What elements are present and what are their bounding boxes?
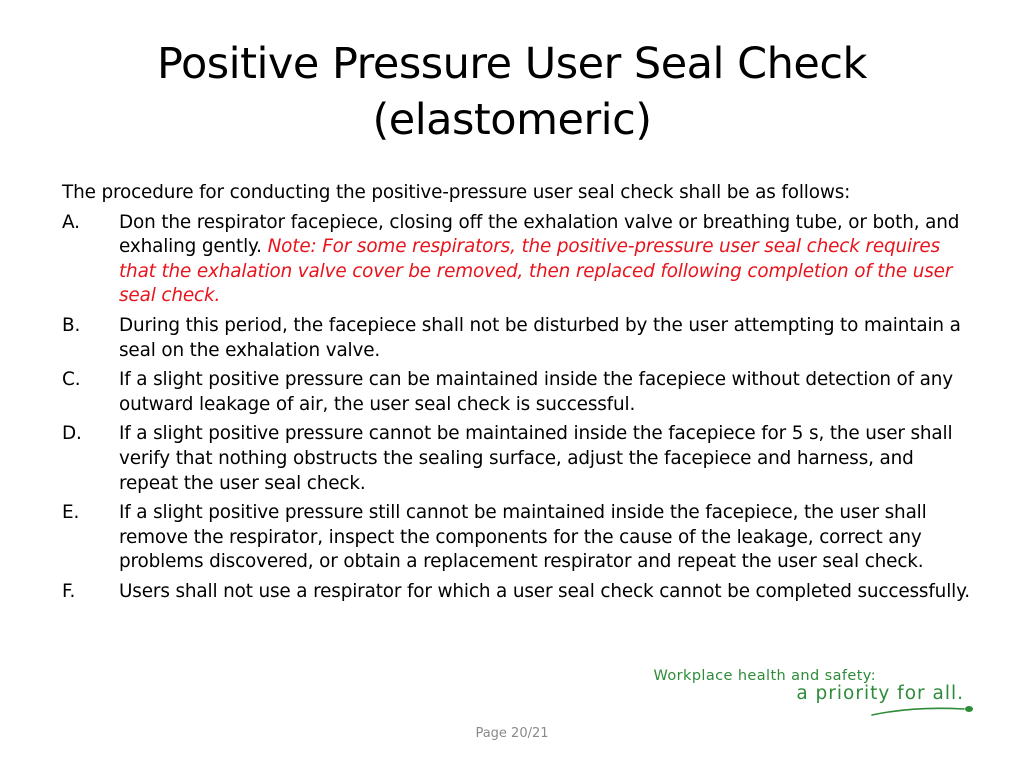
list-item-text: Users shall not use a respirator for which a user seal check cannot be completed successfully. <box>119 580 970 602</box>
slide-title-line-1: Positive Pressure User Seal Check <box>157 39 867 89</box>
swoosh-icon <box>870 700 978 718</box>
workplace-safety-logo <box>580 666 980 722</box>
list-item-letter: B. <box>62 314 81 336</box>
list-item-letter: A. <box>62 211 80 233</box>
list-item-letter: F. <box>62 580 76 602</box>
list-item-d <box>62 422 972 496</box>
list-item-f <box>62 580 972 605</box>
list-item-text: During this period, the facepiece shall not be disturbed by the user attempting to maintain a seal on the exhalation valve. <box>119 314 961 361</box>
note-text: Note: For some respirators, the positive-pressure user seal check requires that the exhalation valve cover be removed, then replaced following completion of the user seal check. <box>119 236 953 307</box>
slide-title-line-2: (elastomeric) <box>372 95 652 145</box>
logo-line-2: a priority for all. <box>796 683 964 704</box>
list-item-a <box>62 211 972 309</box>
list-item-e <box>62 501 972 575</box>
list-item-main-text: Don the respirator facepiece, closing off the exhalation valve or breathing tube, or both, and exhaling gently. <box>119 211 960 258</box>
logo-line-1: Workplace health and safety: <box>653 668 876 684</box>
slide-body <box>62 181 972 610</box>
intro-paragraph: The procedure for conducting the positive-pressure user seal check shall be as follows: <box>62 182 851 203</box>
list-item-text <box>119 211 972 309</box>
page-number: Page 20/21 <box>475 726 549 741</box>
list-item-c <box>62 368 972 417</box>
list-item-text: If a slight positive pressure still cannot be maintained inside the facepiece, the user shall remove the respirator, inspect the components for the cause of the leakage, correct any problems discovered, or obtain a replacement respirator and repeat the user seal check. <box>119 502 927 573</box>
list-item-letter: C. <box>62 369 81 391</box>
list-item-b <box>62 314 972 363</box>
list-item-letter: E. <box>62 502 80 524</box>
procedure-list <box>62 211 972 605</box>
list-item-text: If a slight positive pressure cannot be maintained inside the facepiece for 5 s, the user shall verify that nothing obstructs the sealing surface, adjust the facepiece and harness, and repeat the user seal check. <box>119 423 953 494</box>
list-item-text: If a slight positive pressure can be maintained inside the facepiece without detection of any outward leakage of air, the user seal check is successful. <box>119 369 954 415</box>
slide-title <box>40 36 984 148</box>
list-item-letter: D. <box>62 423 82 445</box>
